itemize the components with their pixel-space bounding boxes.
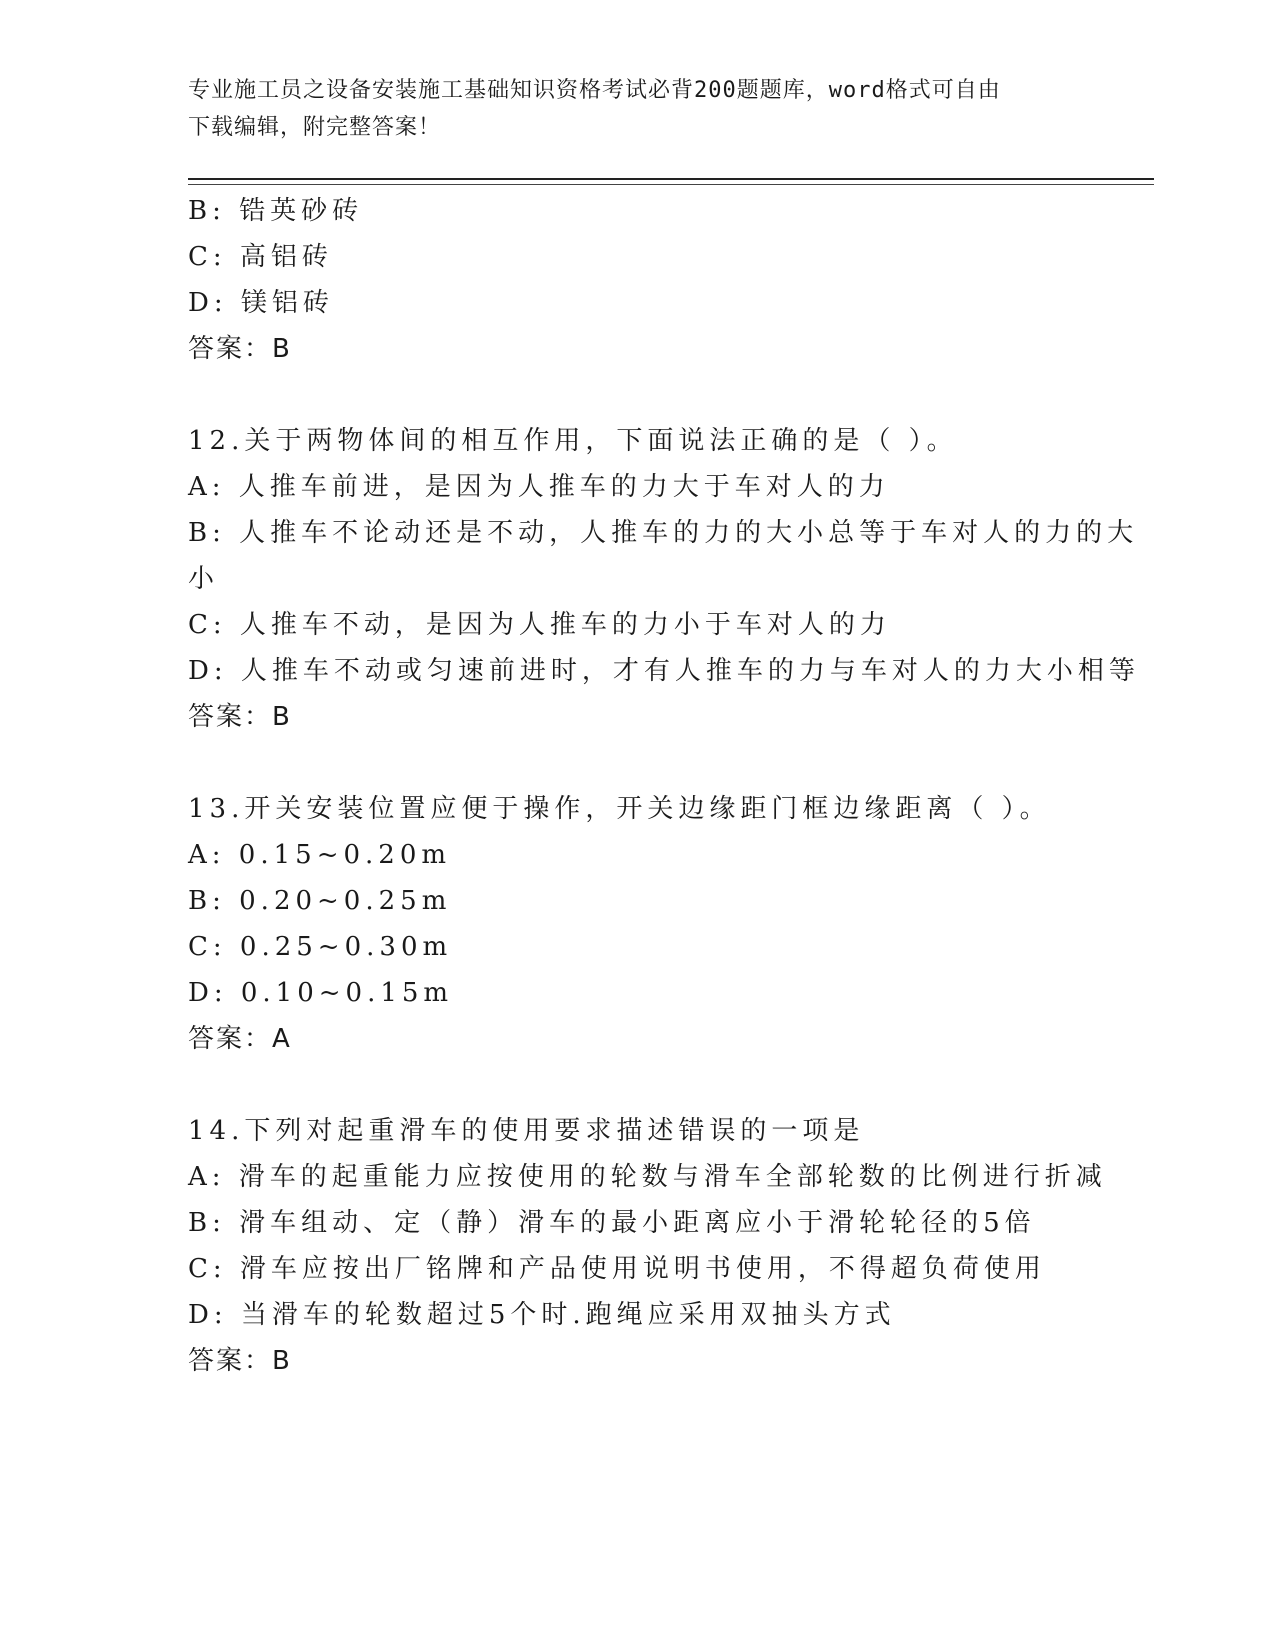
q13-option-b: B: 0.20~0.25m [188, 886, 452, 916]
q13-option-c: C: 0.25~0.30m [188, 932, 453, 962]
q13-option-d: D: 0.10~0.15m [188, 978, 454, 1008]
question-14 [188, 1108, 1107, 1384]
spacer [188, 1062, 1088, 1108]
q12-option-a: A: 人推车前进，是因为人推车的力大于车对人的力 [188, 472, 890, 502]
q11-option-c: C: 高铝砖 [188, 242, 333, 272]
q14-option-b: B: 滑车组动、定（静）滑车的最小距离应小于滑轮轮径的5倍 [188, 1208, 1036, 1238]
spacer [188, 372, 1088, 418]
header-title-line-2: 下载编辑，附完整答案！ [188, 115, 442, 140]
question-11-tail [188, 188, 1088, 372]
q11-option-b: B: 锆英砂砖 [188, 196, 364, 226]
q13-answer: 答案：A [188, 1024, 292, 1054]
q12-answer: 答案：B [188, 702, 292, 732]
q12-option-b-line-1: B: 人推车不论动还是不动，人推车的力的大小总等于车对人的力的大 [188, 518, 1139, 548]
q12-option-d: D: 人推车不动或匀速前进时，才有人推车的力与车对人的力大小相等 [188, 656, 1140, 686]
question-12 [188, 418, 1140, 740]
header-title-line-1: 专业施工员之设备安装施工基础知识资格考试必背200题题库，word格式可自由 [188, 78, 1001, 103]
q12-stem: 12.关于两物体间的相互作用，下面说法正确的是（ ）。 [188, 426, 958, 456]
q13-stem: 13.开关安装位置应便于操作，开关边缘距门框边缘距离（ ）。 [188, 794, 1051, 824]
q12-option-b-line-2: 小 [188, 564, 220, 594]
q14-answer: 答案：B [188, 1346, 292, 1376]
document-header [188, 72, 1088, 146]
header-divider-thin [188, 184, 1154, 185]
question-list [188, 188, 1140, 1384]
question-13 [188, 786, 1088, 1062]
q11-option-d: D: 镁铝砖 [188, 288, 334, 318]
q14-option-c: C: 滑车应按出厂铭牌和产品使用说明书使用，不得超负荷使用 [188, 1254, 1046, 1284]
q13-option-a: A: 0.15~0.20m [188, 840, 452, 870]
q11-answer: 答案：B [188, 334, 292, 364]
q14-stem: 14.下列对起重滑车的使用要求描述错误的一项是 [188, 1116, 865, 1146]
q12-option-c: C: 人推车不动，是因为人推车的力小于车对人的力 [188, 610, 891, 640]
spacer [188, 740, 1088, 786]
header-divider-thick [188, 178, 1154, 180]
q14-option-d: D: 当滑车的轮数超过5个时.跑绳应采用双抽头方式 [188, 1300, 896, 1330]
q14-option-a: A: 滑车的起重能力应按使用的轮数与滑车全部轮数的比例进行折减 [188, 1162, 1107, 1192]
